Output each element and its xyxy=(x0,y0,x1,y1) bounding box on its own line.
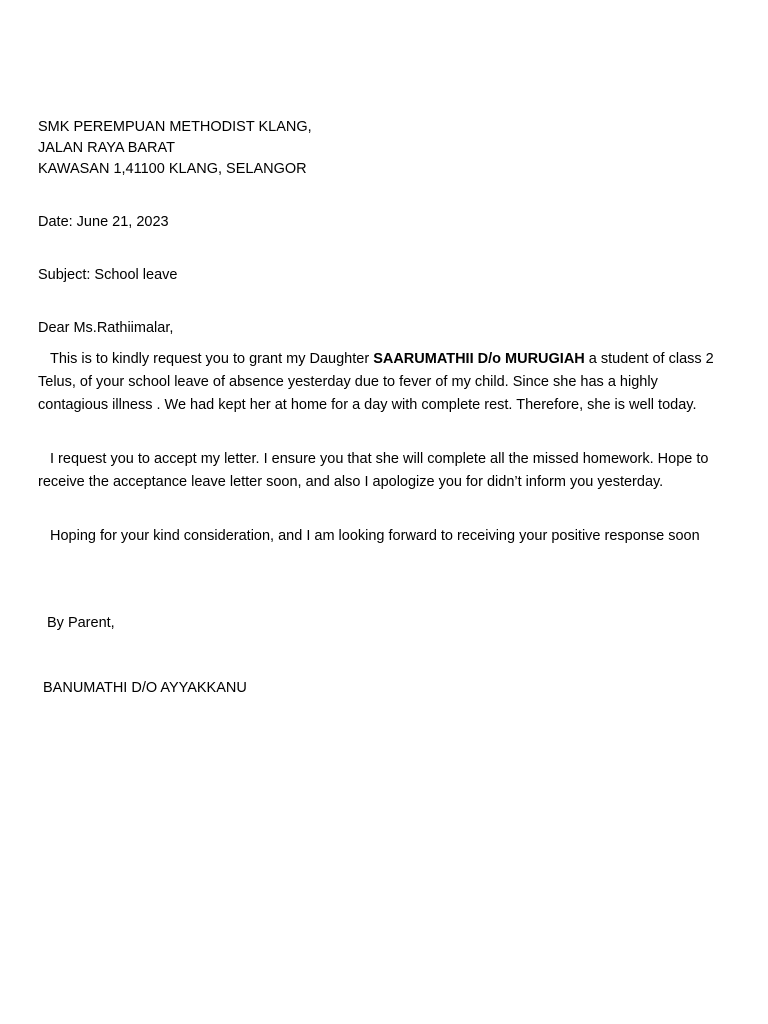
body-paragraph-3 xyxy=(38,525,728,548)
address-line-2: JALAN RAYA BARAT xyxy=(38,140,175,156)
signature-name: BANUMATHI D/O AYYAKKANU xyxy=(43,680,247,696)
p1-text-before: This is to kindly request you to grant my Daughter xyxy=(50,351,374,367)
body-paragraph-1 xyxy=(38,348,728,417)
body-paragraph-2 xyxy=(38,448,728,494)
salutation: Dear Ms.Rathiimalar, xyxy=(38,320,174,336)
address-line-3: KAWASAN 1,41100 KLANG, SELANGOR xyxy=(38,161,307,177)
p3-text: Hoping for your kind consideration, and I am looking forward to receiving your positive response soon xyxy=(50,528,700,544)
letter-subject: Subject: School leave xyxy=(38,267,178,283)
address-line-1: SMK PEREMPUAN METHODIST KLANG, xyxy=(38,119,312,135)
letter-date: Date: June 21, 2023 xyxy=(38,214,169,230)
p1-text-after: a student of class 2 Telus, of your school leave of absence yesterday due to fever of my child. Since she has a highly contagious illness . We had kept her at home for a day with complete rest. Therefore, she is well today. xyxy=(38,351,714,413)
p2-text: I request you to accept my letter. I ensure you that she will complete all the missed homework. Hope to receive the acceptance leave letter soon, and also I apologize you for didn’t inform you yesterday. xyxy=(38,451,709,490)
closing: By Parent, xyxy=(47,615,115,631)
student-name: SAARUMATHII D/o MURUGIAH xyxy=(373,351,585,367)
